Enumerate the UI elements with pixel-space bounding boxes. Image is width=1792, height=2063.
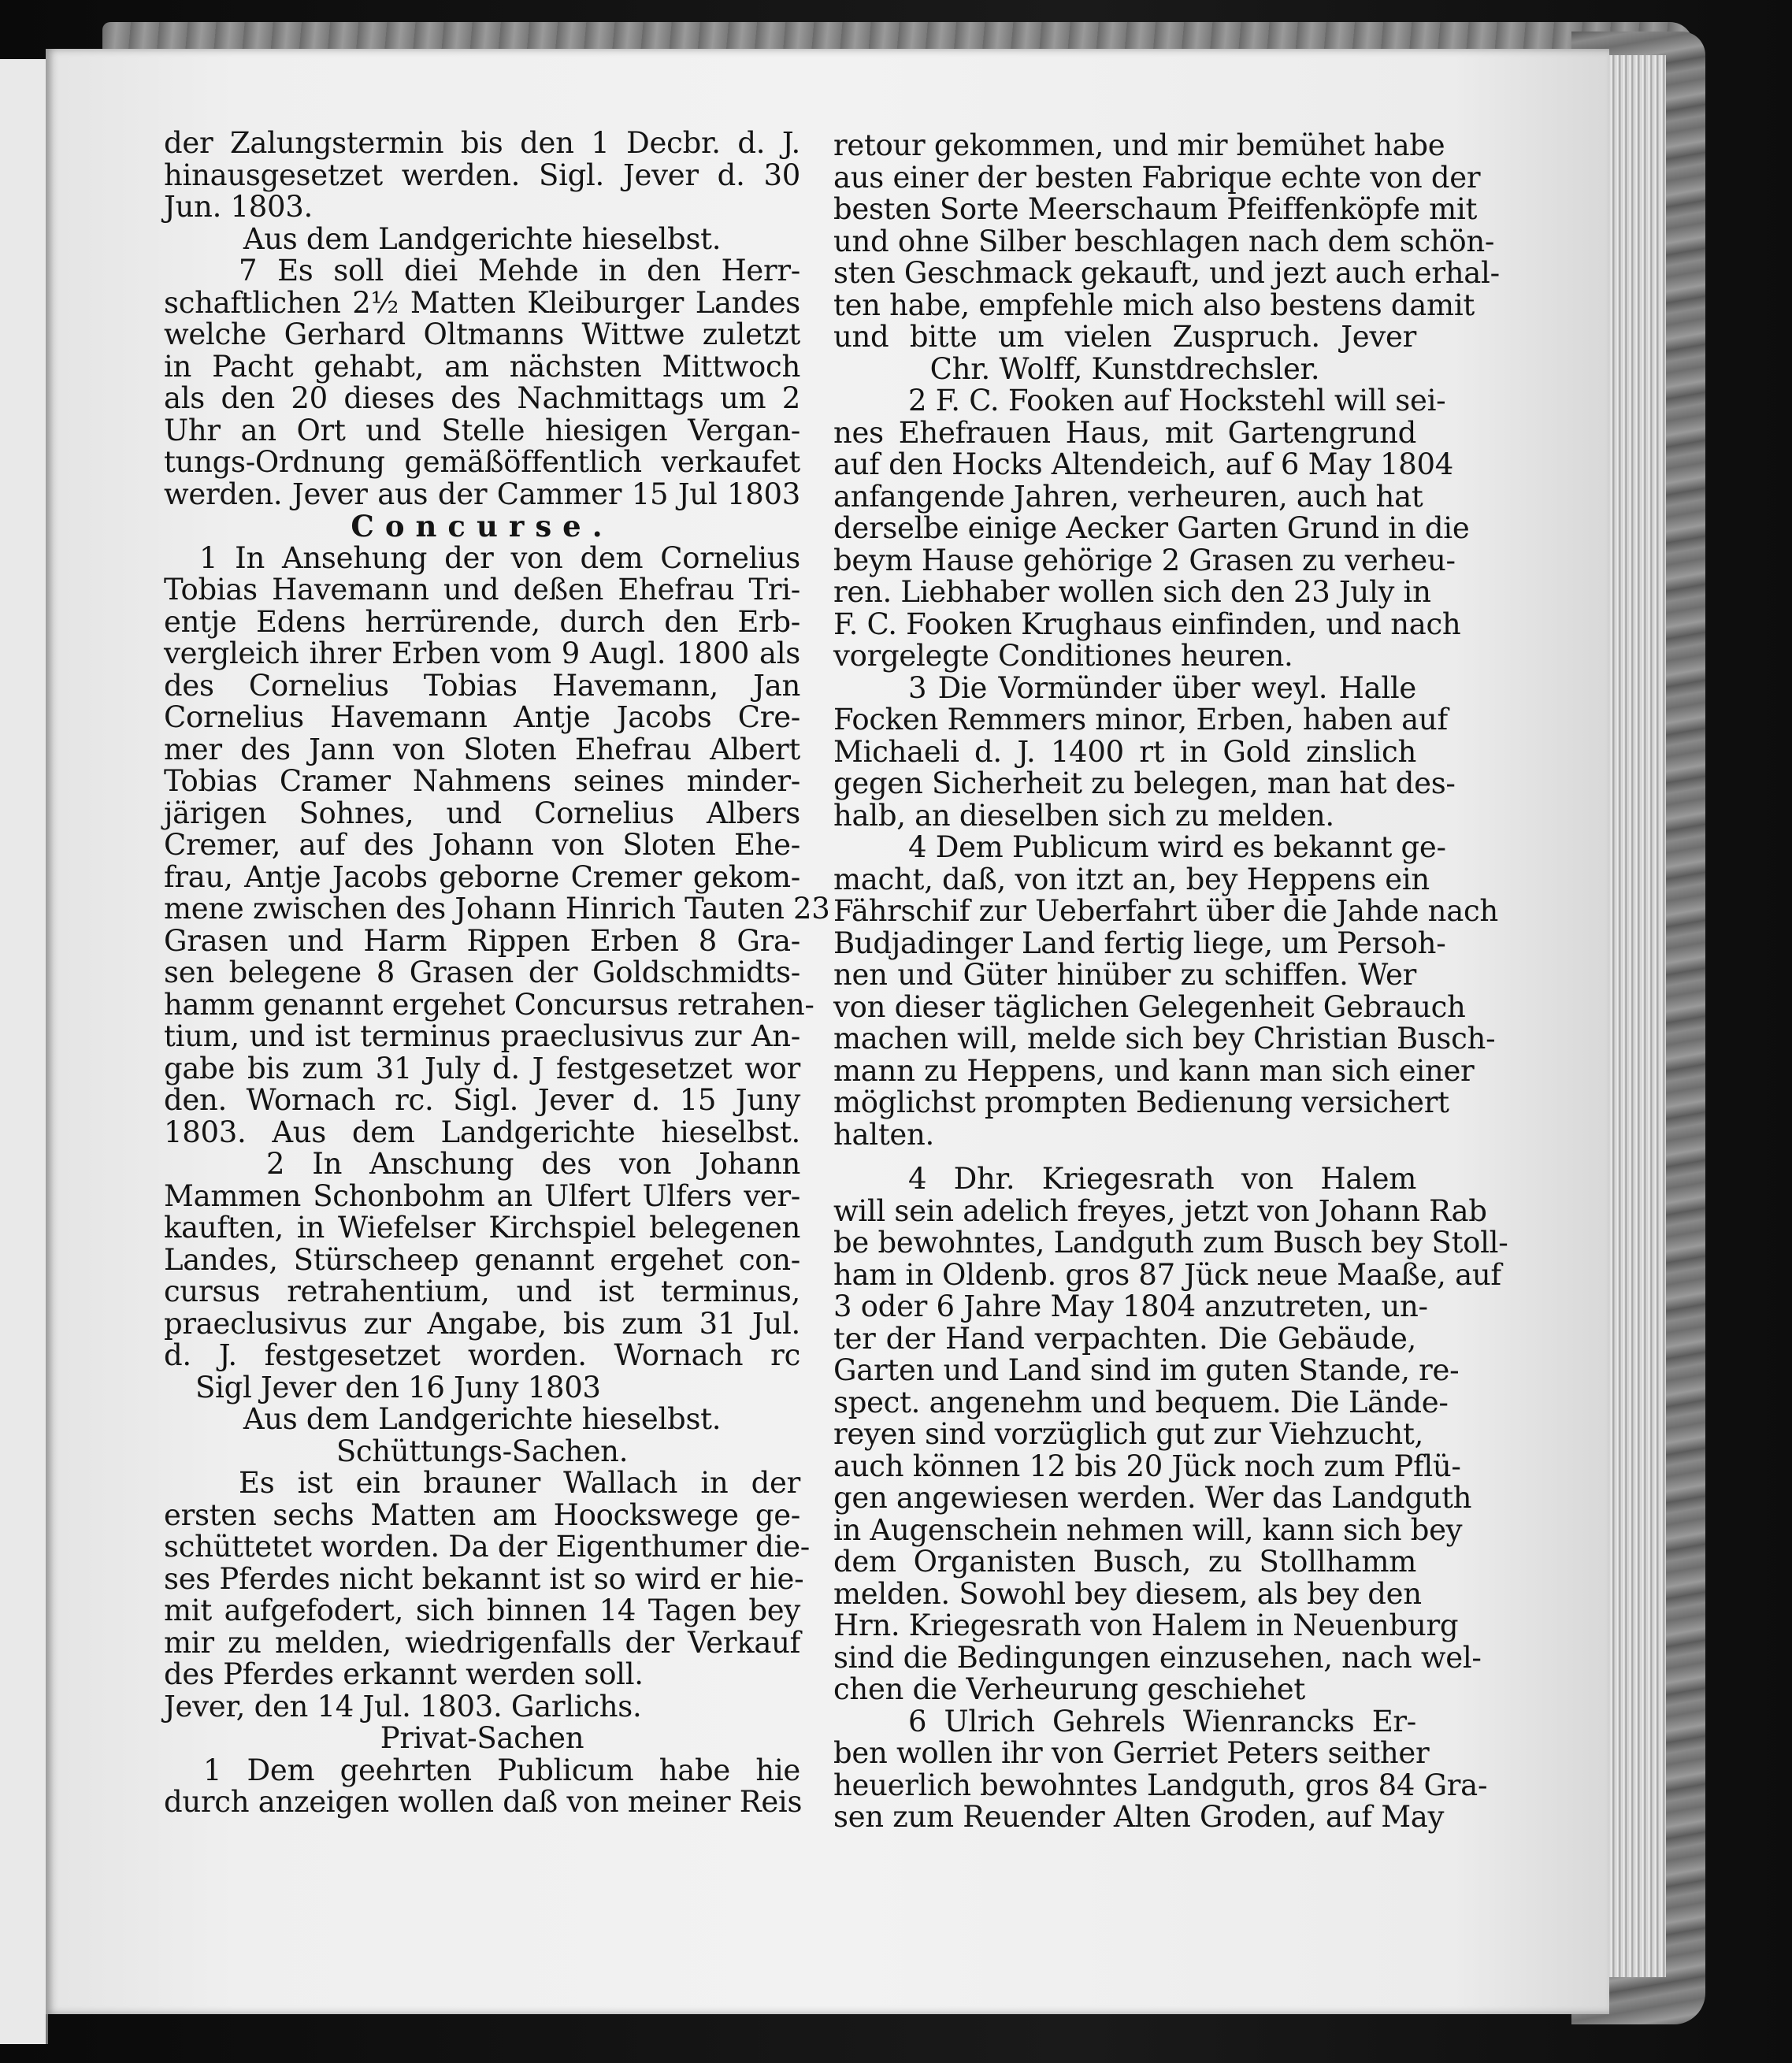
text-line: Es ist ein brauner Wallach in der bbox=[239, 1466, 800, 1500]
text-line: hamm genannt ergehet Concursus retrahen- bbox=[164, 987, 814, 1022]
text-line: ses Pferdes nicht bekannt ist so wird er hie- bbox=[164, 1561, 804, 1596]
text-line: den. Wornach rc. Sigl. Jever d. 15 Juny bbox=[164, 1083, 800, 1117]
text-line: als den 20 dieses des Nachmittags um 2 bbox=[164, 381, 800, 415]
text-line: in Pacht gehabt, am nächsten Mittwoch bbox=[164, 349, 800, 384]
text-line: halb, an dieselben sich zu melden. bbox=[833, 798, 1334, 833]
right-column bbox=[833, 128, 1508, 1834]
text-line: Fährschif zur Ueberfahrt über die Jahde nach bbox=[833, 894, 1498, 928]
text-line: mir zu melden, wiedrigenfalls der Verkauf bbox=[164, 1625, 800, 1660]
text-line: 3 Die Vormünder über weyl. Halle bbox=[908, 670, 1416, 705]
text-line: 3 oder 6 Jahre May 1804 anzutreten, un- bbox=[833, 1289, 1428, 1323]
section-heading: Aus dem Landgerichte hieselbst. bbox=[243, 221, 722, 256]
text-line: dem Organisten Busch, zu Stollhamm bbox=[833, 1545, 1416, 1579]
text-line: und ohne Silber beschlagen nach dem schön- bbox=[833, 224, 1495, 258]
text-line: auf den Hocks Altendeich, auf 6 May 1804 bbox=[833, 447, 1454, 481]
text-line: frau, Antje Jacobs geborne Cremer gekom- bbox=[164, 859, 800, 894]
text-line: 7 Es soll diei Mehde in den Herr- bbox=[239, 254, 800, 288]
text-line: chen die Verheurung geschiehet bbox=[833, 1672, 1305, 1706]
text-line: 2 In Anschung des von Johann bbox=[266, 1147, 800, 1181]
facing-page-edge bbox=[0, 59, 48, 2044]
text-line: schüttetet worden. Da der Eigenthumer die- bbox=[164, 1530, 811, 1564]
section-heading: Schüttungs-Sachen. bbox=[336, 1434, 629, 1468]
text-line: halten. bbox=[833, 1117, 934, 1152]
text-line: 6 Ulrich Gehrels Wienrancks Er- bbox=[908, 1704, 1416, 1738]
text-line: Focken Remmers minor, Erben, haben auf bbox=[833, 703, 1448, 737]
text-line: Garten und Land sind im guten Stande, re- bbox=[833, 1353, 1460, 1387]
text-line: praeclusivus zur Angabe, bis zum 31 Jul. bbox=[164, 1306, 800, 1341]
text-line: kauften, in Wiefelser Kirchspiel belegenen bbox=[164, 1211, 800, 1245]
text-line: Cremer, auf des Johann von Sloten Ehe- bbox=[164, 828, 800, 862]
text-line: ter der Hand verpachten. Die Gebäude, bbox=[833, 1321, 1416, 1356]
text-line: auch können 12 bis 20 Jück noch zum Pflü- bbox=[833, 1449, 1461, 1483]
text-line: d. J. festgesetzet worden. Wornach rc bbox=[164, 1338, 800, 1372]
left-column bbox=[164, 126, 830, 1819]
text-line: gen angewiesen werden. Wer das Landguth bbox=[833, 1481, 1472, 1515]
text-line: Uhr an Ort und Stelle hiesigen Vergan- bbox=[164, 413, 800, 447]
text-line: Landes, Stürscheep genannt ergehet con- bbox=[164, 1242, 800, 1277]
page-stack-edges bbox=[1603, 55, 1666, 1977]
text-line: Grasen und Harm Rippen Erben 8 Gra- bbox=[164, 923, 800, 958]
text-line: gegen Sicherheit zu belegen, man hat des- bbox=[833, 766, 1456, 800]
text-line: beym Hause gehörige 2 Grasen zu verheu- bbox=[833, 543, 1456, 577]
text-line: derselbe einige Aecker Garten Grund in die bbox=[833, 511, 1470, 545]
text-line: Michaeli d. J. 1400 rt in Gold zinslich bbox=[833, 734, 1416, 769]
text-line: und bitte um vielen Zuspruch. Jever bbox=[833, 320, 1416, 354]
text-line: aus einer der besten Fabrique echte von der bbox=[833, 160, 1481, 195]
text-line: mer des Jann von Sloten Ehefrau Albert bbox=[164, 732, 800, 766]
text-line: mann zu Heppens, und kann man sich einer bbox=[833, 1053, 1475, 1088]
text-line: 1803. Aus dem Landgerichte hieselbst. bbox=[164, 1115, 800, 1149]
text-line: sind die Bedingungen einzusehen, nach wel- bbox=[833, 1640, 1482, 1675]
text-line: möglichst prompten Bedienung versichert bbox=[833, 1085, 1449, 1119]
section-heading: Aus dem Landgerichte hieselbst. bbox=[243, 1402, 722, 1436]
text-line: sen belegene 8 Grasen der Goldschmidts- bbox=[164, 955, 800, 989]
text-line: entje Edens herrürende, durch den Erb- bbox=[164, 604, 800, 639]
text-line: machen will, melde sich bey Christian Busch- bbox=[833, 1022, 1496, 1056]
text-line: hinausgesetzet werden. Sigl. Jever d. 30 bbox=[164, 158, 800, 192]
text-line: ersten sechs Matten am Hoockswege ge- bbox=[164, 1497, 800, 1532]
text-line: vorgelegte Conditiones heuren. bbox=[833, 639, 1293, 673]
text-line: nes Ehefrauen Haus, mit Gartengrund bbox=[833, 415, 1416, 450]
text-line: mene zwischen des Johann Hinrich Tauten 23 bbox=[164, 892, 830, 926]
text-line: järigen Sohnes, und Cornelius Albers bbox=[164, 796, 800, 830]
text-line: besten Sorte Meerschaum Pfeiffenköpfe mit bbox=[833, 192, 1478, 226]
text-line: retour gekommen, und mir bemühet habe bbox=[833, 128, 1445, 162]
text-line: tungs-Ordnung gemäßöffentlich verkaufet bbox=[164, 445, 800, 479]
text-line: melden. Sowohl bey diesem, als bey den bbox=[833, 1576, 1422, 1611]
text-line: in Augenschein nehmen will, kann sich bey bbox=[833, 1512, 1463, 1547]
text-line: ren. Liebhaber wollen sich den 23 July in bbox=[833, 575, 1431, 609]
text-line: 4 Dem Publicum wird es bekannt ge- bbox=[908, 830, 1446, 864]
text-line: Sigl Jever den 16 Juny 1803 bbox=[195, 1370, 601, 1404]
text-line: vergleich ihrer Erben vom 9 Augl. 1800 als bbox=[164, 636, 800, 670]
signature-line: Chr. Wolff, Kunstdrechsler. bbox=[929, 351, 1320, 386]
section-heading: Privat-Sachen bbox=[380, 1721, 584, 1755]
text-line: 4 Dhr. Kriegesrath von Halem bbox=[908, 1162, 1416, 1196]
text-line: anfangende Jahren, verheuren, auch hat bbox=[833, 479, 1423, 514]
text-line: 2 F. C. Fooken auf Hockstehl will sei- bbox=[908, 384, 1446, 417]
text-line: gabe bis zum 31 July d. J festgesetzet wor bbox=[164, 1051, 800, 1085]
text-line: der Zalungstermin bis den 1 Decbr. d. J. bbox=[164, 126, 800, 160]
text-line: sten Geschmack gekauft, und jezt auch erhal- bbox=[833, 256, 1500, 290]
text-line: Jun. 1803. bbox=[164, 190, 313, 224]
text-line: will sein adelich freyes, jetzt von Johann Rab bbox=[833, 1193, 1487, 1228]
text-line: welche Gerhard Oltmanns Wittwe zuletzt bbox=[164, 317, 800, 351]
text-line: nen und Güter hinüber zu schiffen. Wer bbox=[833, 958, 1416, 992]
text-line: 1 Dem geehrten Publicum habe hie bbox=[203, 1753, 800, 1787]
text-line: schaftlichen 2½ Matten Kleiburger Landes bbox=[164, 285, 800, 320]
text-line: von dieser täglichen Gelegenheit Gebrauch bbox=[833, 989, 1466, 1024]
text-line: Tobias Cramer Nahmens seines minder- bbox=[164, 764, 800, 798]
text-line: be bewohntes, Landguth zum Busch bey Stoll- bbox=[833, 1226, 1508, 1260]
text-line: Budjadinger Land fertig liege, um Persoh- bbox=[833, 926, 1446, 960]
text-line: des Pferdes erkannt werden soll. bbox=[164, 1657, 644, 1691]
text-line: Tobias Havemann und deßen Ehefrau Tri- bbox=[164, 573, 800, 607]
text-line: Hrn. Kriegesrath von Halem in Neuenburg bbox=[833, 1608, 1459, 1642]
text-line: heuerlich bewohntes Landguth, gros 84 Gra- bbox=[833, 1768, 1488, 1802]
text-line: tium, und ist terminus praeclusivus zur An- bbox=[164, 1019, 800, 1053]
newspaper-page bbox=[46, 49, 1609, 2014]
signature-line: Jever, den 14 Jul. 1803. Garlichs. bbox=[164, 1689, 642, 1723]
text-line: cursus retrahentium, und ist terminus, bbox=[164, 1275, 800, 1308]
text-line: durch anzeigen wollen daß von meiner Reis bbox=[164, 1785, 803, 1819]
text-line: F. C. Fooken Krughaus einfinden, und nach bbox=[833, 607, 1461, 641]
text-line: ham in Oldenb. gros 87 Jück neue Maaße, auf bbox=[833, 1257, 1501, 1292]
text-line: spect. angenehm und bequem. Die Lände- bbox=[833, 1385, 1449, 1419]
text-line: reyen sind vorzüglich gut zur Viehzucht, bbox=[833, 1417, 1423, 1451]
text-line: Mammen Schonbohm an Ulfert Ulfers ver- bbox=[164, 1178, 800, 1213]
text-line: macht, daß, von itzt an, bey Heppens ein bbox=[833, 862, 1430, 896]
text-line: ten habe, empfehle mich also bestens damit bbox=[833, 288, 1475, 322]
text-line: mit aufgefodert, sich binnen 14 Tagen bey bbox=[164, 1594, 800, 1627]
text-line: 1 In Ansehung der von dem Cornelius bbox=[199, 540, 800, 575]
text-line: des Cornelius Tobias Havemann, Jan bbox=[164, 668, 800, 703]
text-line: Cornelius Havemann Antje Jacobs Cre- bbox=[164, 700, 800, 734]
section-heading: Concurse. bbox=[351, 509, 614, 544]
text-line: werden. Jever aus der Cammer 15 Jul 1803 bbox=[164, 477, 800, 511]
text-line: ben wollen ihr von Gerriet Peters seither bbox=[833, 1736, 1430, 1770]
text-line: sen zum Reuender Alten Groden, auf May bbox=[833, 1800, 1445, 1834]
